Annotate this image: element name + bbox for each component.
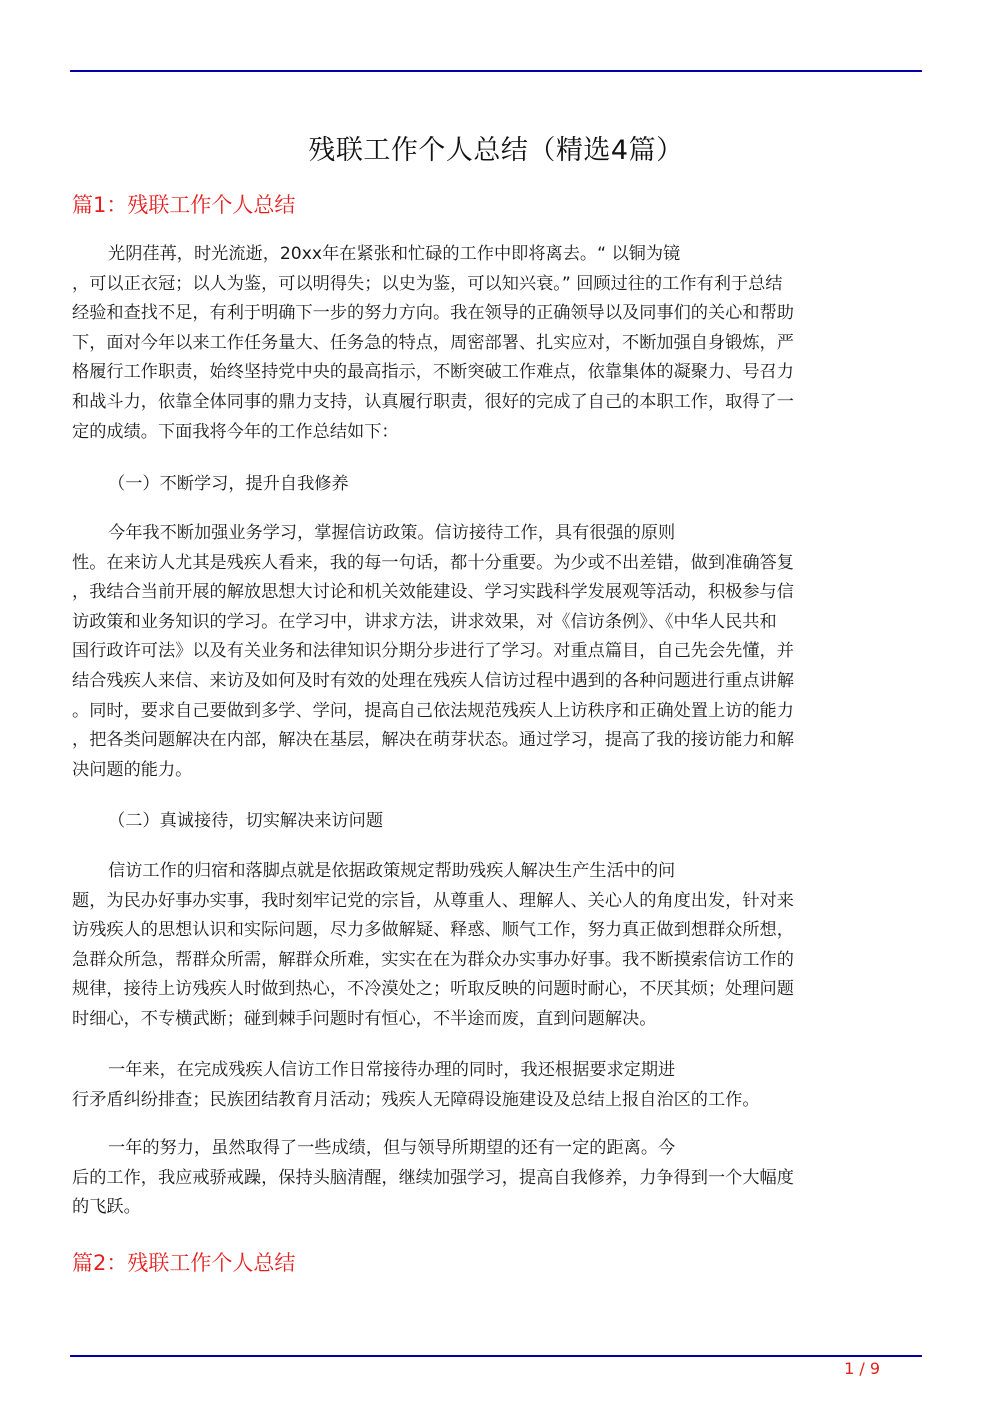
text-line: ，可以正衣冠；以人为鉴，可以明得失；以史为鉴，可以知兴衰。” 回顾过往的工作有利于总结 xyxy=(72,273,783,294)
text-line: 国行政许可法》以及有关业务和法律知识分期分步进行了学习。对重点篇目，自己先会先懂，并 xyxy=(72,641,794,662)
text-line: ，把各类问题解决在内部，解决在基层，解决在萌芽状态。通过学习，提高了我的接访能力和解 xyxy=(72,730,794,751)
subheading-study xyxy=(72,470,922,500)
text-line: 访政策和业务知识的学习。在学习中，讲求方法，讲求效果，对《信访条例》、《中华人民共和 xyxy=(72,611,777,632)
paragraph-reception xyxy=(72,857,922,1035)
footer-rule xyxy=(70,1355,922,1357)
text-line: 一年来，在完成残疾人信访工作日常接待办理的同时，我还根据要求定期进 xyxy=(108,1060,676,1080)
text-line: 光阴荏苒，时光流逝，20xx年在紧张和忙碌的工作中即将离去。“ 以铜为镜 xyxy=(108,244,681,264)
text-line: 的飞跃。 xyxy=(72,1197,141,1218)
document-title: 残联工作个人总结（精选4篇） xyxy=(308,135,684,166)
text-line: 信访工作的归宿和落脚点就是依据政策规定帮助残疾人解决生产生活中的问 xyxy=(108,861,676,881)
paragraph-study xyxy=(72,519,922,785)
text-line: 下，面对今年以来工作任务量大、任务急的特点，周密部署、扎实应对，不断加强自身锻炼，严 xyxy=(72,332,794,353)
text-line: 规律，接待上访残疾人时做到热心，不冷漠处之；听取反映的问题时耐心，不厌其烦；处理问题 xyxy=(72,979,794,1000)
paragraph-conclusion xyxy=(72,1134,922,1223)
paragraph-year-review xyxy=(72,1056,922,1115)
text-line: ，我结合当前开展的解放思想大讨论和机关效能建设、学习实践科学发展观等活动，积极参与信 xyxy=(72,582,794,603)
text-line: 行矛盾纠纷排查；民族团结教育月活动；残疾人无障碍设施建设及总结上报自治区的工作。 xyxy=(72,1089,760,1110)
subheading-text: （一）不断学习，提升自我修养 xyxy=(108,474,349,494)
section-heading-2: 篇2：残联工作个人总结 xyxy=(72,1251,296,1275)
paragraph-intro xyxy=(72,240,922,447)
text-line: 和战斗力，依靠全体同事的鼎力支持，认真履行职责，很好的完成了自己的本职工作，取得了一 xyxy=(72,391,794,412)
text-line: 决问题的能力。 xyxy=(72,759,193,780)
text-line: 后的工作，我应戒骄戒躁，保持头脑清醒，继续加强学习，提高自我修养，力争得到一个大幅度 xyxy=(72,1167,794,1188)
subheading-text: （二）真诚接待，切实解决来访问题 xyxy=(108,811,384,831)
text-line: 性。在来访人尤其是残疾人看来，我的每一句话，都十分重要。为少或不出差错，做到准确答复 xyxy=(72,552,794,573)
header-rule xyxy=(70,70,922,72)
subheading-reception xyxy=(72,807,922,837)
page-number: 1 / 9 xyxy=(844,1359,880,1378)
text-line: 经验和查找不足，有利于明确下一步的努力方向。我在领导的正确领导以及同事们的关心和帮助 xyxy=(72,303,794,324)
section-heading-1: 篇1：残联工作个人总结 xyxy=(72,193,296,217)
text-line: 急群众所急，帮群众所需，解群众所难，实实在在为群众办实事办好事。我不断摸索信访工作的 xyxy=(72,949,794,970)
text-line: 。同时，要求自己要做到多学、学问，提高自己依法规范残疾人上访秩序和正确处置上访的能力 xyxy=(72,700,794,721)
text-line: 定的成绩。下面我将今年的工作总结如下： xyxy=(72,421,399,442)
text-line: 结合残疾人来信、来访及如何及时有效的处理在残疾人信访过程中遇到的各种问题进行重点讲解 xyxy=(72,670,794,691)
text-line: 题，为民办好事办实事，我时刻牢记党的宗旨，从尊重人、理解人、关心人的角度出发，针对来 xyxy=(72,890,794,911)
text-line: 访残疾人的思想认识和实际问题，尽力多做解疑、释惑、顺气工作，努力真正做到想群众所想， xyxy=(72,920,794,941)
text-line: 今年我不断加强业务学习，掌握信访政策。信访接待工作，具有很强的原则 xyxy=(108,523,676,543)
text-line: 一年的努力，虽然取得了一些成绩，但与领导所期望的还有一定的距离。今 xyxy=(108,1138,676,1158)
text-line: 时细心，不专横武断；碰到棘手问题时有恒心，不半途而废，直到问题解决。 xyxy=(72,1008,657,1029)
text-line: 格履行工作职责，始终坚持党中央的最高指示，不断突破工作难点，依靠集体的凝聚力、号召力 xyxy=(72,362,794,383)
